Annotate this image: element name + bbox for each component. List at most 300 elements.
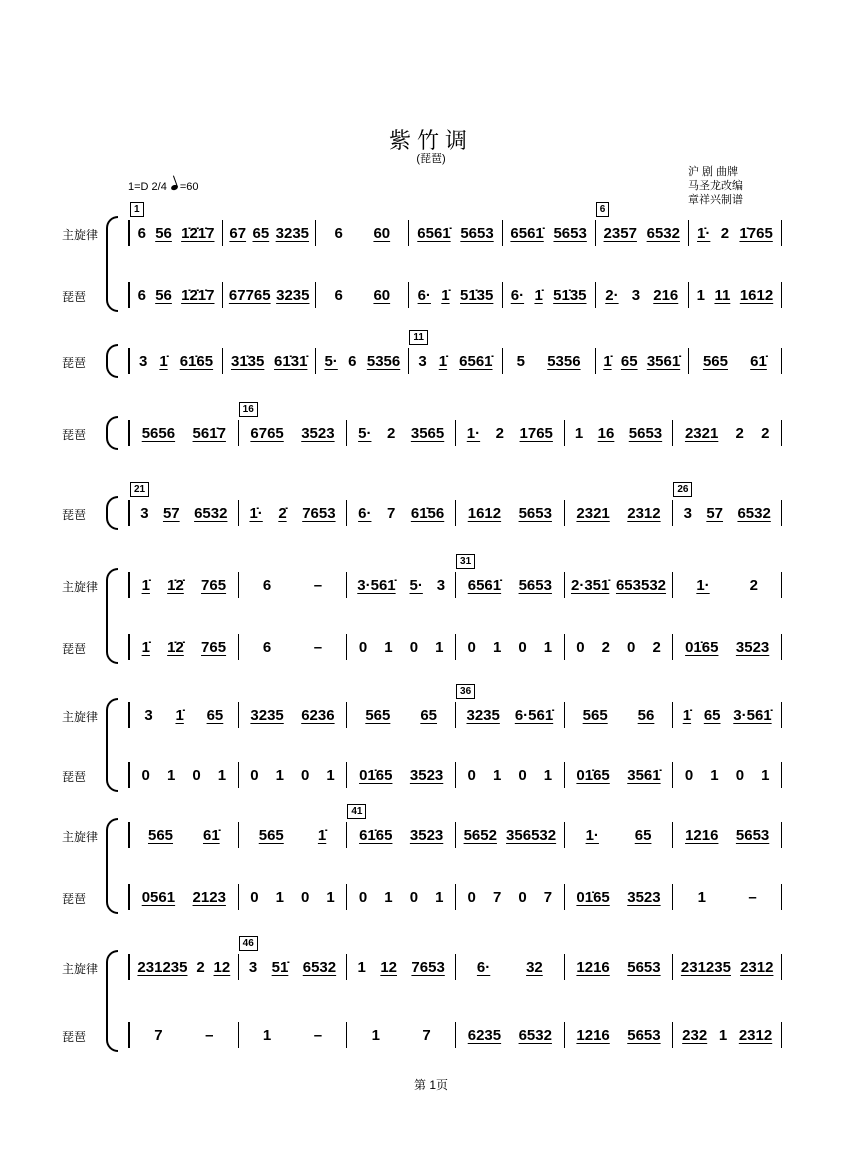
note-group: 5356 bbox=[366, 352, 401, 370]
page-number: 第 1页 bbox=[413, 1078, 448, 1092]
note-group: 61̇31̇ bbox=[274, 352, 308, 370]
measure bbox=[239, 822, 348, 848]
instrument-label: 主旋律 bbox=[62, 962, 99, 976]
note-group: 2·351̇ bbox=[570, 576, 610, 594]
note-group: 0 bbox=[192, 766, 201, 784]
note-group: 01̇65 bbox=[359, 766, 393, 784]
measure bbox=[565, 702, 674, 728]
note-group: 3235 bbox=[275, 224, 310, 242]
score-system bbox=[62, 404, 782, 446]
measure-number: 6 bbox=[596, 202, 610, 217]
measure bbox=[128, 348, 223, 374]
note-group: 1̇ bbox=[141, 576, 150, 594]
note-group: 6 bbox=[348, 352, 357, 370]
note-group: 6532 bbox=[194, 504, 228, 522]
note-group: 1 bbox=[435, 888, 444, 906]
note-group: 5· bbox=[358, 424, 372, 442]
measure-number: 21 bbox=[130, 482, 149, 497]
note-group: 2· bbox=[605, 286, 619, 304]
note-group: 1̇ bbox=[682, 706, 692, 724]
measure bbox=[673, 702, 782, 728]
note-group: 1 bbox=[384, 638, 393, 656]
note-group: – bbox=[313, 576, 323, 594]
measure bbox=[128, 762, 239, 788]
measure bbox=[456, 556, 565, 598]
note-group: 65 bbox=[252, 224, 270, 242]
note-group: 2 bbox=[601, 638, 610, 656]
note-group: 31̇35 bbox=[230, 352, 265, 370]
measure bbox=[316, 220, 409, 246]
note-group: 0 bbox=[467, 888, 476, 906]
note-group: 7 bbox=[154, 1026, 163, 1044]
note-group: 61̇65 bbox=[359, 826, 393, 844]
note-group: 3235 bbox=[276, 286, 310, 304]
measure bbox=[456, 420, 565, 446]
note-group: 1̇· bbox=[697, 224, 711, 242]
measure bbox=[128, 884, 239, 910]
note-group: 65 bbox=[620, 352, 638, 370]
note-group: 2 bbox=[761, 424, 770, 442]
note-group: 653532 bbox=[615, 576, 667, 594]
staff-measures bbox=[128, 762, 782, 788]
note-group: 2 bbox=[720, 224, 730, 242]
note-group: 1216 bbox=[576, 1026, 610, 1044]
measure bbox=[596, 348, 689, 374]
note-group: 3523 bbox=[409, 826, 444, 844]
note-group: 5· bbox=[324, 352, 338, 370]
measure bbox=[347, 954, 456, 980]
note-group: 61̇65 bbox=[179, 352, 214, 370]
measure bbox=[347, 702, 456, 728]
note-group: 565 bbox=[365, 706, 391, 724]
note-group: 231235 bbox=[137, 958, 188, 976]
note-group: 65 bbox=[703, 706, 721, 724]
note-group: 5· bbox=[409, 576, 423, 594]
note-group: 65 bbox=[634, 826, 652, 844]
instrument-label: 琵琶 bbox=[62, 356, 87, 370]
note-group: 1̇2̇1̇7 bbox=[181, 286, 215, 304]
measure bbox=[239, 1022, 348, 1048]
measure bbox=[223, 348, 316, 374]
note-group: 6532 bbox=[302, 958, 337, 976]
note-group: 3 bbox=[683, 504, 692, 522]
note-group: 7653 bbox=[411, 958, 445, 976]
note-group: 1 bbox=[166, 766, 176, 784]
note-group: 1 bbox=[697, 888, 706, 906]
staff-measures bbox=[128, 332, 782, 374]
note-group: 1 bbox=[217, 766, 227, 784]
note-group: 1̇2̇ bbox=[167, 576, 184, 594]
note-group: 56 bbox=[155, 224, 172, 242]
measure bbox=[456, 500, 565, 526]
note-group: 0 bbox=[141, 766, 150, 784]
staff-measures bbox=[128, 938, 782, 980]
note-group: 65 bbox=[420, 706, 438, 724]
measure bbox=[128, 204, 223, 246]
note-group: 0 bbox=[250, 888, 259, 906]
note-group: 6561̇ bbox=[417, 224, 451, 242]
note-group: 0 bbox=[301, 888, 310, 906]
measure bbox=[503, 220, 596, 246]
measure bbox=[239, 702, 348, 728]
measure bbox=[239, 572, 348, 598]
note-group: 6· bbox=[417, 286, 431, 304]
note-group: 6 bbox=[334, 286, 343, 304]
note-group: 12 bbox=[380, 958, 397, 976]
staff-measures bbox=[128, 634, 782, 660]
note-group: 1612 bbox=[467, 504, 502, 522]
note-group: 1612 bbox=[739, 286, 774, 304]
note-group: 67765 bbox=[228, 286, 271, 304]
note-group: 2 bbox=[196, 958, 205, 976]
note-group: 0 bbox=[518, 766, 527, 784]
note-group: 1· bbox=[466, 424, 481, 442]
staff-line-pipa bbox=[62, 404, 782, 446]
staff-line-main bbox=[62, 556, 782, 598]
note-group: 1̇ bbox=[159, 352, 168, 370]
note-group: 1216 bbox=[576, 958, 610, 976]
note-group: 1̇· bbox=[249, 504, 263, 522]
note-group: 60 bbox=[373, 286, 391, 304]
measure bbox=[596, 282, 689, 308]
note-group: 5653 bbox=[627, 1026, 661, 1044]
measure bbox=[565, 500, 674, 526]
measure bbox=[239, 884, 348, 910]
measure-number: 36 bbox=[456, 684, 475, 699]
note-group: 1765 bbox=[519, 424, 553, 442]
measure bbox=[565, 1022, 674, 1048]
note-group: 7 bbox=[492, 888, 502, 906]
measure bbox=[596, 204, 689, 246]
note-group: 11 bbox=[714, 286, 731, 304]
note-group: 1 bbox=[492, 766, 502, 784]
staff-measures bbox=[128, 806, 782, 848]
note-group: 2 bbox=[735, 424, 744, 442]
note-group: 565 bbox=[147, 826, 174, 844]
note-group: 1̇765 bbox=[739, 224, 773, 242]
measure bbox=[409, 220, 502, 246]
note-group: – bbox=[748, 888, 757, 906]
measure bbox=[347, 634, 456, 660]
note-group: 1 bbox=[761, 766, 770, 784]
measure bbox=[673, 762, 782, 788]
note-group: 0 bbox=[358, 638, 368, 656]
instrument-label: 主旋律 bbox=[62, 228, 99, 242]
note-group: 57 bbox=[162, 504, 180, 522]
note-group: 1 bbox=[275, 766, 284, 784]
note-group: 5656 bbox=[141, 424, 176, 442]
note-group: 0 bbox=[409, 638, 419, 656]
note-group: 3·561̇ bbox=[733, 706, 772, 724]
note-group: 3235 bbox=[250, 706, 284, 724]
instrument-label: 琵琶 bbox=[62, 1030, 87, 1044]
page-subtitle: (琵琶) bbox=[416, 153, 446, 165]
measure bbox=[128, 954, 239, 980]
note-group: 216 bbox=[653, 286, 679, 304]
measure bbox=[347, 884, 456, 910]
note-group: 3 bbox=[631, 286, 641, 304]
note-group: 6 bbox=[262, 576, 272, 594]
note-group: 3 bbox=[139, 352, 148, 370]
instrument-label: 主旋律 bbox=[62, 830, 99, 844]
staff-measures bbox=[128, 282, 782, 308]
note-group: 1̇2̇ bbox=[167, 638, 184, 656]
note-group: 6· bbox=[510, 286, 525, 304]
note-group: 356532 bbox=[506, 826, 557, 844]
staff-line-main bbox=[62, 938, 782, 980]
note-group: 2̇ bbox=[278, 504, 287, 522]
note-group: 6· bbox=[358, 504, 372, 522]
note-group: 1̇ bbox=[175, 706, 184, 724]
note-group: 6532 bbox=[737, 504, 771, 522]
instrument-label: 主旋律 bbox=[62, 580, 99, 594]
measure bbox=[456, 954, 565, 980]
note-group: 5653 bbox=[518, 504, 552, 522]
note-group: 3561̇ bbox=[627, 766, 661, 784]
measure bbox=[689, 348, 782, 374]
note-group: 7653 bbox=[302, 504, 336, 522]
credit-line: 章祥兴制谱 bbox=[688, 194, 743, 206]
note-group: 1̇ bbox=[141, 638, 150, 656]
measure bbox=[456, 686, 565, 728]
note-group: 32 bbox=[526, 958, 543, 976]
note-group: 6 bbox=[137, 286, 146, 304]
measure bbox=[565, 420, 674, 446]
note-group: 6 bbox=[262, 638, 272, 656]
measure bbox=[347, 762, 456, 788]
note-group: 1 bbox=[574, 424, 584, 442]
note-group: 1 bbox=[357, 958, 366, 976]
measure-number: 26 bbox=[673, 482, 692, 497]
note-group: 1 bbox=[275, 888, 284, 906]
note-group: 561̇7 bbox=[192, 424, 226, 442]
staff-line-pipa bbox=[62, 332, 782, 374]
note-group: 0 bbox=[409, 888, 419, 906]
instrument-label: 主旋律 bbox=[62, 710, 99, 724]
note-group: – bbox=[313, 638, 323, 656]
instrument-label: 琵琶 bbox=[62, 428, 87, 442]
note-group: 01̇65 bbox=[576, 888, 610, 906]
note-group: 65 bbox=[206, 706, 224, 724]
note-group: 56 bbox=[155, 286, 172, 304]
note-group: 1· bbox=[696, 576, 710, 594]
note-group: 1 bbox=[710, 766, 719, 784]
score-system bbox=[62, 332, 782, 374]
credit-line: 沪 剧 曲牌 bbox=[688, 166, 739, 178]
note-group: 5653 bbox=[553, 224, 587, 242]
measure bbox=[503, 282, 596, 308]
tempo-value: =60 bbox=[179, 181, 199, 193]
staff-line-pipa bbox=[62, 634, 782, 660]
staff-measures bbox=[128, 686, 782, 728]
note-group: 61̇ bbox=[202, 826, 220, 844]
note-group: 6 bbox=[137, 224, 146, 242]
note-group: 1· bbox=[585, 826, 599, 844]
note-group: 5653 bbox=[627, 958, 661, 976]
staff-measures bbox=[128, 404, 782, 446]
measure bbox=[239, 762, 348, 788]
measure bbox=[565, 884, 674, 910]
measure bbox=[673, 1022, 782, 1048]
note-group: 1 bbox=[384, 888, 393, 906]
note-group: 0 bbox=[627, 638, 636, 656]
note-group: 1 bbox=[326, 766, 335, 784]
note-group: – bbox=[313, 1026, 323, 1044]
staff-line-pipa bbox=[62, 282, 782, 308]
measure bbox=[128, 282, 223, 308]
note-group: 565 bbox=[702, 352, 728, 370]
note-group: 3 bbox=[144, 706, 153, 724]
measure bbox=[128, 822, 239, 848]
staff-line-main bbox=[62, 686, 782, 728]
note-group: 1 bbox=[543, 766, 553, 784]
score-system bbox=[62, 204, 782, 308]
note-group: 1 bbox=[371, 1026, 380, 1044]
note-group: 3565 bbox=[410, 424, 445, 442]
note-group: 0 bbox=[467, 766, 476, 784]
note-group: 3 bbox=[436, 576, 446, 594]
measure bbox=[316, 348, 409, 374]
measure bbox=[347, 420, 456, 446]
staff-measures bbox=[128, 204, 782, 246]
note-group: 56 bbox=[637, 706, 655, 724]
note-group: 2357 bbox=[603, 224, 637, 242]
measure bbox=[128, 484, 239, 526]
note-group: 57 bbox=[706, 504, 724, 522]
note-group: 3235 bbox=[466, 706, 500, 724]
note-group: 1̇ bbox=[441, 286, 450, 304]
measure bbox=[503, 348, 596, 374]
measure bbox=[565, 572, 674, 598]
measure bbox=[128, 1022, 239, 1048]
measure bbox=[673, 634, 782, 660]
instrument-label: 琵琶 bbox=[62, 290, 87, 304]
note-group: – bbox=[205, 1026, 214, 1044]
credit-line: 马圣龙改编 bbox=[688, 180, 743, 192]
measure bbox=[673, 954, 782, 980]
note-group: 01̇65 bbox=[685, 638, 719, 656]
measure-number: 1 bbox=[130, 202, 144, 217]
page-title: 紫竹调 bbox=[388, 129, 473, 154]
note-group: 1̇ bbox=[438, 352, 448, 370]
note-group: 6532 bbox=[646, 224, 680, 242]
score-system bbox=[62, 686, 782, 788]
measure bbox=[565, 634, 674, 660]
note-group: 232 bbox=[682, 1026, 708, 1044]
note-group: 67 bbox=[229, 224, 247, 242]
note-group: 2 bbox=[749, 576, 759, 594]
measure bbox=[347, 572, 456, 598]
measure bbox=[565, 762, 674, 788]
measure bbox=[409, 332, 502, 374]
note-group: 2321 bbox=[684, 424, 719, 442]
note-group: 1 bbox=[326, 888, 335, 906]
measure bbox=[223, 282, 316, 308]
staff-measures bbox=[128, 884, 782, 910]
note-group: 16 bbox=[597, 424, 615, 442]
note-group: 7 bbox=[386, 504, 396, 522]
note-group: 51̇35 bbox=[460, 286, 494, 304]
note-group: 5 bbox=[516, 352, 525, 370]
note-group: 1̇ bbox=[534, 286, 543, 304]
staff-line-pipa bbox=[62, 1022, 782, 1048]
quarter-note-icon bbox=[170, 184, 178, 191]
note-group: 1 bbox=[262, 1026, 272, 1044]
measure bbox=[673, 572, 782, 598]
measure bbox=[239, 404, 348, 446]
key-signature bbox=[128, 181, 199, 193]
measure-number: 41 bbox=[347, 804, 366, 819]
note-group: 3·561̇ bbox=[357, 576, 396, 594]
staff-line-pipa bbox=[62, 762, 782, 788]
note-group: 1 bbox=[435, 638, 444, 656]
note-group: 3 bbox=[418, 352, 427, 370]
instrument-label: 琵琶 bbox=[62, 642, 87, 656]
note-group: 51̇ bbox=[271, 958, 289, 976]
measure-number: 46 bbox=[239, 936, 258, 951]
measure bbox=[347, 500, 456, 526]
note-group: 5652 bbox=[463, 826, 497, 844]
note-group: 12 bbox=[213, 958, 231, 976]
note-group: 1 bbox=[718, 1026, 728, 1044]
measure-number: 31 bbox=[456, 554, 475, 569]
note-group: 765 bbox=[201, 576, 227, 594]
note-group: 0561 bbox=[141, 888, 176, 906]
staff-line-main bbox=[62, 806, 782, 848]
note-group: 3523 bbox=[735, 638, 770, 656]
note-group: 5653 bbox=[460, 224, 494, 242]
measure bbox=[689, 282, 782, 308]
note-group: 7 bbox=[422, 1026, 431, 1044]
note-group: 1̇ bbox=[317, 826, 327, 844]
note-group: 2321 bbox=[576, 504, 610, 522]
measure-number: 16 bbox=[239, 402, 258, 417]
note-group: 6561̇ bbox=[459, 352, 493, 370]
measure-number: 11 bbox=[409, 330, 428, 345]
note-group: 6· bbox=[476, 958, 491, 976]
staff-line-pipa bbox=[62, 484, 782, 526]
note-group: 7 bbox=[543, 888, 553, 906]
note-group: 565 bbox=[582, 706, 608, 724]
note-group: 0 bbox=[358, 888, 368, 906]
measure bbox=[239, 634, 348, 660]
measure bbox=[128, 702, 239, 728]
measure bbox=[456, 762, 565, 788]
note-group: 6 bbox=[334, 224, 343, 242]
note-group: 2123 bbox=[192, 888, 226, 906]
credits bbox=[688, 165, 743, 207]
note-group: 1̇2̇1̇7 bbox=[181, 224, 215, 242]
note-group: 2 bbox=[495, 424, 504, 442]
note-group: 1 bbox=[492, 638, 502, 656]
note-group: 0 bbox=[518, 638, 527, 656]
note-group: 5356 bbox=[547, 352, 581, 370]
note-group: 0 bbox=[518, 888, 527, 906]
note-group: 3561̇ bbox=[646, 352, 681, 370]
note-group: 6235 bbox=[467, 1026, 502, 1044]
measure bbox=[347, 806, 456, 848]
note-group: 3523 bbox=[301, 424, 335, 442]
note-group: 01̇65 bbox=[576, 766, 610, 784]
staff-line-main bbox=[62, 204, 782, 246]
measure bbox=[239, 938, 348, 980]
note-group: 2312 bbox=[627, 504, 661, 522]
note-group: 0 bbox=[467, 638, 476, 656]
score-system bbox=[62, 938, 782, 1048]
note-group: 5653 bbox=[518, 576, 552, 594]
note-group: 6·561̇ bbox=[514, 706, 554, 724]
instrument-label: 琵琶 bbox=[62, 770, 87, 784]
